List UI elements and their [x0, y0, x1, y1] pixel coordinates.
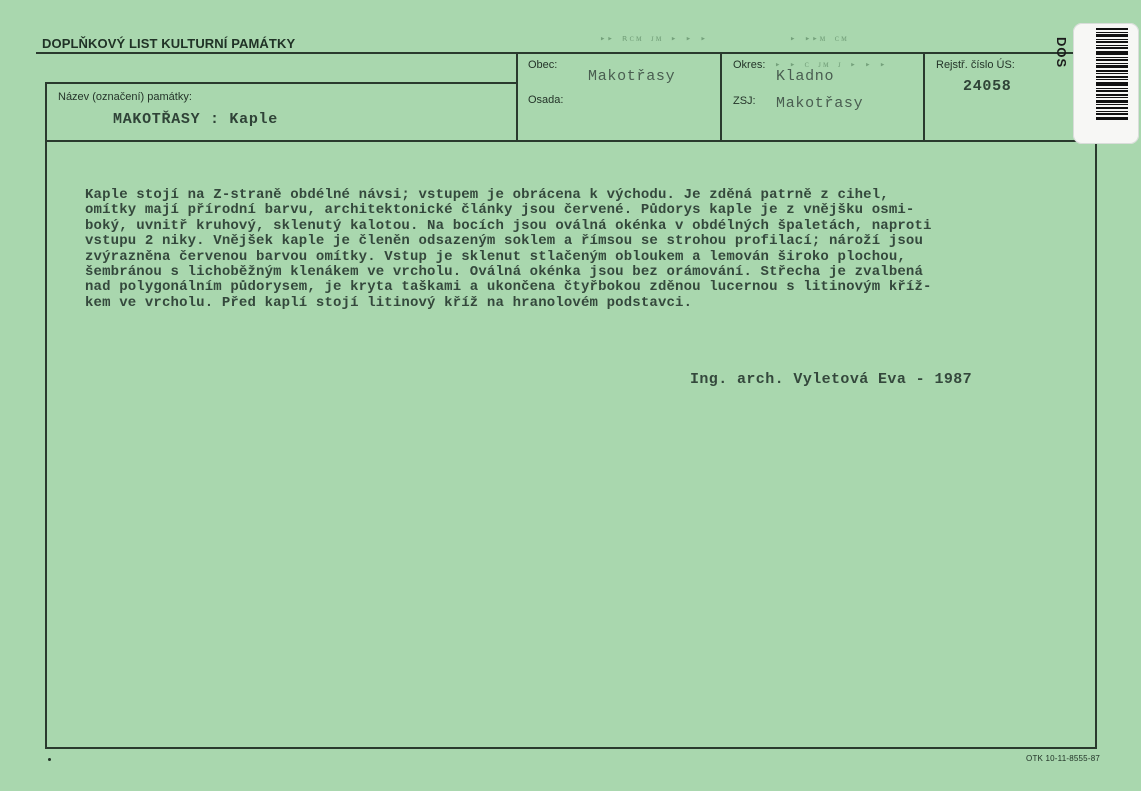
faint-mark-2: ▸ ▸▸ᴍ ᴄᴍ	[790, 34, 849, 44]
description-text	[85, 188, 1090, 311]
divider-obec-right	[720, 52, 722, 140]
name-box-top	[45, 82, 517, 84]
description-line-1: Kaple stojí na Z-straně obdélné návsi; vstupem je obrácena k východu. Je zděná patrně z cihel,	[85, 187, 889, 203]
top-rule	[36, 52, 1098, 54]
divider-obec-left	[516, 52, 518, 140]
rejstr-label: Rejstř. číslo ÚS:	[936, 59, 1015, 71]
zsj-label: ZSJ:	[733, 95, 756, 107]
description-line-3: boký, uvnitř kruhový, sklenutý kalotou. Na bocích jsou oválná okénka v obdélných špaletách, naproti	[85, 217, 932, 234]
okres-label: Okres:	[733, 59, 766, 71]
barcode-label: DOS	[1054, 37, 1069, 69]
description-line-6: šembránou s lichoběžným klenákem ve vrcholu. Oválná okénka jsou bez orámování. Střecha je zvalbená	[85, 264, 924, 281]
main-box-right	[1095, 140, 1097, 749]
footer-dot	[48, 758, 51, 761]
description-line-8: kem ve vrcholu. Před kaplí stojí litinový kříž na hranolovém podstavci.	[85, 294, 693, 311]
zsj-value: Makotřasy	[776, 95, 864, 112]
okres-mark: ▸ ▸ ᴄ ᴊᴍ ᴊ ▸ ▸ ▸	[775, 60, 888, 70]
author-signature: Ing. arch. Vyletová Eva - 1987	[690, 371, 973, 388]
description-line-4: vstupu 2 niky. Vnějšek kaple je členěn odsazeným soklem a římsou se strohou profilací; nároží jsou	[85, 233, 924, 250]
footer-code: OTK 10-11-8555-87	[1026, 754, 1100, 763]
description-line-7: nad polygonálním půdorysem, je kryta taškami a ukončena čtyřbokou zděnou lucernou s litinovým kříž-	[85, 279, 932, 296]
barcode-bars	[1096, 28, 1128, 120]
name-value: MAKOTŘASY : Kaple	[113, 111, 278, 128]
main-box-left	[45, 82, 47, 749]
document-heading: DOPLŇKOVÝ LIST KULTURNÍ PAMÁTKY	[42, 36, 296, 51]
faint-mark-1: ▸▸ ʀᴄᴍ ᴊᴍ ▸ ▸ ▸	[600, 34, 708, 44]
divider-okres-right	[923, 52, 925, 140]
okres-value: Kladno	[776, 68, 835, 85]
main-box-bottom	[45, 747, 1097, 749]
obec-label: Obec:	[528, 59, 558, 71]
name-label: Název (označení) památky:	[58, 91, 192, 103]
rejstr-value: 24058	[963, 78, 1012, 95]
obec-value: Makotřasy	[588, 68, 676, 85]
description-line-5: zvýrazněna červenou barvou omítky. Vstup je sklenut stlačeným obloukem a lemován široko plochou,	[85, 248, 906, 265]
main-box-top	[45, 140, 1097, 142]
description-line-2: omítky mají přírodní barvu, architektonické články jsou červené. Půdorys kaple je z vnějšku osmi-	[85, 202, 915, 219]
osada-label: Osada:	[528, 94, 564, 106]
